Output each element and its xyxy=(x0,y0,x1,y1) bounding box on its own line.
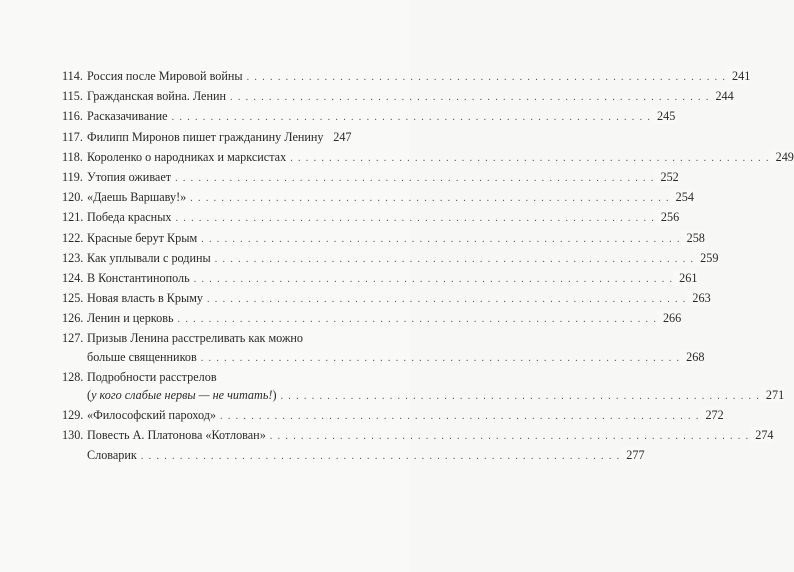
toc-leader-dots: . . . . . . . . . . . . . . . . . . . . . . . . . . . . . . . . . . . . . . . . . . . . . . . . . . . . . . . . . . . . . . xyxy=(201,233,681,245)
toc-entry-body xyxy=(87,250,719,268)
toc-entry-body xyxy=(87,230,705,248)
toc-entry-body xyxy=(87,447,645,465)
toc-entry-line xyxy=(87,290,711,308)
toc-entry-line xyxy=(87,169,679,187)
toc-leader-dots: . . . . . . . . . . . . . . . . . . . . . . . . . . . . . . . . . . . . . . . . . . . . . . . . . . . . . . . . . . . . . . xyxy=(190,193,670,205)
toc-entry-line xyxy=(87,387,785,405)
toc-entry-page-number: 258 xyxy=(681,230,705,246)
toc-entry xyxy=(62,230,705,248)
toc-entry-title xyxy=(87,349,201,365)
toc-entry-page-number: 247 xyxy=(328,129,352,145)
toc-entry-number: 124. xyxy=(62,270,84,285)
toc-entry xyxy=(62,129,352,147)
toc-entry-title xyxy=(87,209,175,225)
toc-entry-page-number: 274 xyxy=(750,427,774,443)
toc-entry-title-text: Словарик xyxy=(87,448,137,463)
toc-entry-page-number: 256 xyxy=(655,209,679,225)
toc-entry-line xyxy=(87,310,682,328)
toc-entry-page-number: 261 xyxy=(673,270,697,286)
toc-entry-body xyxy=(87,209,680,227)
toc-entry-title xyxy=(87,290,207,306)
toc-entry-number: 120. xyxy=(62,190,84,205)
toc-entry xyxy=(62,330,705,366)
toc-leader-dots: . . . . . . . . . . . . . . . . . . . . . . . . . . . . . . . . . . . . . . . . . . . . . . . . . . . . . . . . . . . . . . xyxy=(207,294,687,306)
toc-entry-title-text: Призыв Ленина расстреливать как можно xyxy=(87,331,304,346)
toc-entry-title-text: Повесть А. Платонова «Котлован» xyxy=(87,428,266,443)
toc-entry-title-text: Гражданская война. Ленин xyxy=(87,89,227,104)
toc-entry xyxy=(62,68,751,86)
toc-entry-title-text: Короленко о народниках и марксистах xyxy=(87,149,287,164)
toc-entry xyxy=(62,270,698,288)
toc-entry-body xyxy=(87,270,698,288)
toc-entry-line xyxy=(87,447,645,465)
toc-entry-title xyxy=(87,447,141,463)
toc-entry-title-text: Новая власть в Крыму xyxy=(87,291,203,306)
toc-entry-line xyxy=(87,427,774,445)
toc-entry-page-number: 241 xyxy=(726,68,750,84)
toc-entry xyxy=(62,369,785,405)
toc-leader-dots: . . . . . . . . . . . . . . . . . . . . . . . . . . . . . . . . . . . . . . . . . . . . . . . . . . . . . . . . . . . . . . xyxy=(230,92,710,104)
toc-entry-body xyxy=(87,369,785,405)
toc-entry xyxy=(62,149,794,167)
toc-entry xyxy=(62,108,676,126)
toc-entry-title xyxy=(87,387,281,403)
toc-entry-line xyxy=(87,330,346,348)
toc-leader-dots: . . . . . . . . . . . . . . . . . . . . . . . . . . . . . . . . . . . . . . . . . . . . . . . . . . . . . . . . . . . . . . xyxy=(171,112,652,124)
toc-entry-title-text: ( xyxy=(87,387,92,402)
toc-entry-title xyxy=(87,88,230,104)
toc-entry-line xyxy=(87,209,680,227)
toc-entry-number: 114. xyxy=(62,69,83,83)
toc-entry-line xyxy=(87,230,705,248)
toc-entry-line xyxy=(87,88,734,106)
toc-entry-title xyxy=(87,108,172,124)
toc-entry-page-number: 266 xyxy=(657,310,681,326)
toc-entry-number: 116. xyxy=(62,109,83,124)
toc-entry-title xyxy=(87,189,190,205)
toc-entry-title-text: Ленин и церковь xyxy=(87,311,174,326)
toc-entry-number: 123. xyxy=(62,250,84,265)
toc-entry-line xyxy=(87,149,794,167)
toc-entry xyxy=(62,189,694,207)
toc-entry xyxy=(62,447,645,465)
toc-entry-title-text: Россия после Мировой войны xyxy=(87,69,243,83)
toc-entry-title-text: «Даешь Варшаву!» xyxy=(87,190,187,205)
toc-entry-number: 126. xyxy=(62,311,84,326)
toc-entry-page-number: 249 xyxy=(770,149,794,165)
toc-entry-body xyxy=(87,149,794,167)
toc-leader-dots: . . . . . . . . . . . . . . . . . . . . . . . . . . . . . . . . . . . . . . . . . . . . . . . . . . . . . . . . . . . . . . xyxy=(177,314,658,326)
toc-entry-title-italic: у кого слабые нервы — не читать! xyxy=(91,387,273,402)
toc-entry-title xyxy=(87,407,220,423)
toc-entry-title-text: Победа красных xyxy=(87,210,172,225)
toc-leader-dots: . . . . . . . . . . . . . . . . . . . . . . . . . . . . . . . . . . . . . . . . . . . . . . . . . . . . . . . . . . . . . . xyxy=(175,172,655,184)
toc-entry-title xyxy=(87,129,328,145)
toc-entry-title xyxy=(87,149,290,165)
toc-entry-page-number: 244 xyxy=(710,88,734,104)
toc-leader-dots: . . . . . . . . . . . . . . . . . . . . . . . . . . . . . . . . . . . . . . . . . . . . . . . . . . . . . . . . . . . . . . xyxy=(246,72,727,83)
toc-entry xyxy=(62,407,724,425)
toc-entry-line xyxy=(87,129,352,147)
toc-entry-line xyxy=(87,250,719,268)
toc-entry-body xyxy=(87,129,352,147)
toc-entry-line xyxy=(87,369,346,387)
toc-entry-number: 128. xyxy=(62,369,84,384)
toc-entry-body xyxy=(87,169,679,187)
toc-entry-line xyxy=(87,189,694,207)
toc-entry-title-text: Филипп Миронов пишет гражданину Ленину xyxy=(87,129,324,144)
toc-entry-number: 122. xyxy=(62,230,84,245)
toc-entry xyxy=(62,250,719,268)
toc-entry-number: 130. xyxy=(62,428,84,443)
toc-entry xyxy=(62,310,682,328)
table-of-contents xyxy=(62,68,794,468)
toc-entry-line xyxy=(87,270,698,288)
toc-entry-title xyxy=(87,427,270,443)
toc-entry-number: 129. xyxy=(62,408,84,422)
toc-entry xyxy=(62,427,774,445)
toc-entry-body xyxy=(87,427,774,445)
toc-entry-body xyxy=(87,108,676,126)
toc-entry-title xyxy=(87,270,194,286)
toc-entry-title-text: Красные берут Крым xyxy=(87,230,198,245)
toc-entry-body xyxy=(87,88,734,106)
toc-entry-title xyxy=(87,330,307,346)
toc-entry-page-number: 272 xyxy=(700,407,724,423)
toc-entry-body xyxy=(87,407,724,425)
toc-entry-line xyxy=(87,108,676,126)
toc-entry-page-number: 263 xyxy=(687,290,711,306)
toc-entry-title-text: Утопия оживает xyxy=(87,169,172,184)
toc-entry-number: 127. xyxy=(62,331,84,346)
toc-leader-dots: . . . . . . . . . . . . . . . . . . . . . . . . . . . . . . . . . . . . . . . . . . . . . . . . . . . . . . . . . . . . . . xyxy=(280,390,761,402)
toc-entry-page-number: 245 xyxy=(651,108,675,124)
toc-entry xyxy=(62,88,734,106)
toc-entry-number: 121. xyxy=(62,210,84,225)
toc-entry-line xyxy=(87,407,724,425)
toc-leader-dots: . . . . . . . . . . . . . . . . . . . . . . . . . . . . . . . . . . . . . . . . . . . . . . . . . . . . . . . . . . . . . . xyxy=(269,431,750,443)
toc-entry-title xyxy=(87,310,178,326)
toc-entry-body xyxy=(87,68,751,86)
toc-entry xyxy=(62,169,679,187)
toc-entry-line xyxy=(87,68,751,86)
toc-entry-title-text: В Константинополь xyxy=(87,270,190,285)
toc-entry-number: 118. xyxy=(62,149,83,164)
toc-entry-body xyxy=(87,330,705,366)
toc-leader-dots: . . . . . . . . . . . . . . . . . . . . . . . . . . . . . . . . . . . . . . . . . . . . . . . . . . . . . . . . . . . . . . xyxy=(140,451,621,463)
toc-entry-title xyxy=(87,68,247,84)
toc-entry-number: 117. xyxy=(62,129,83,144)
toc-leader-dots: . . . . . . . . . . . . . . . . . . . . . . . . . . . . . . . . . . . . . . . . . . . . . . . . . . . . . . . . . . . . . . xyxy=(175,213,656,225)
toc-entry-page-number: 259 xyxy=(694,250,718,266)
toc-entry xyxy=(62,209,680,227)
toc-entry-number: 115. xyxy=(62,89,83,104)
toc-entry-title-text: Подробности расстрелов xyxy=(87,369,217,384)
toc-entry-title xyxy=(87,230,201,246)
toc-entry-title-suffix: ) xyxy=(272,387,277,402)
toc-leader-dots: . . . . . . . . . . . . . . . . . . . . . . . . . . . . . . . . . . . . . . . . . . . . . . . . . . . . . . . . . . . . . . xyxy=(200,352,681,364)
toc-entry-title-text: «Философский пароход» xyxy=(87,408,217,422)
toc-entry-number: 119. xyxy=(62,169,83,184)
toc-entry-title-text: больше священников xyxy=(87,349,197,364)
toc-entry-title xyxy=(87,169,175,185)
toc-entry-page-number: 277 xyxy=(621,447,645,463)
toc-leader-dots: . . . . . . . . . . . . . . . . . . . . . . . . . . . . . . . . . . . . . . . . . . . . . . . . . . . . . . . . . . . . . . xyxy=(214,253,695,265)
toc-entry-line xyxy=(87,349,705,367)
toc-leader-dots: . . . . . . . . . . . . . . . . . . . . . . . . . . . . . . . . . . . . . . . . . . . . . . . . . . . . . . . . . . . . . . xyxy=(290,152,770,164)
toc-entry-page-number: 271 xyxy=(760,387,784,403)
toc-entry-body xyxy=(87,189,694,207)
toc-entry-body xyxy=(87,290,711,308)
toc-entry-page-number: 268 xyxy=(680,349,704,365)
toc-entry-title xyxy=(87,369,221,385)
toc-leader-dots: . . . . . . . . . . . . . . . . . . . . . . . . . . . . . . . . . . . . . . . . . . . . . . . . . . . . . . . . . . . . . . xyxy=(220,411,700,422)
toc-leader-dots: . . . . . . . . . . . . . . . . . . . . . . . . . . . . . . . . . . . . . . . . . . . . . . . . . . . . . . . . . . . . . . xyxy=(193,273,674,285)
toc-entry-body xyxy=(87,310,682,328)
toc-entry-title xyxy=(87,250,215,266)
toc-entry-number: 125. xyxy=(62,291,84,306)
toc-entry xyxy=(62,290,711,308)
toc-entry-page-number: 254 xyxy=(670,189,694,205)
toc-entry-title-text: Как уплывали с родины xyxy=(87,250,211,265)
toc-entry-title-text: Расказачивание xyxy=(87,109,168,124)
toc-entry-page-number: 252 xyxy=(655,169,679,185)
